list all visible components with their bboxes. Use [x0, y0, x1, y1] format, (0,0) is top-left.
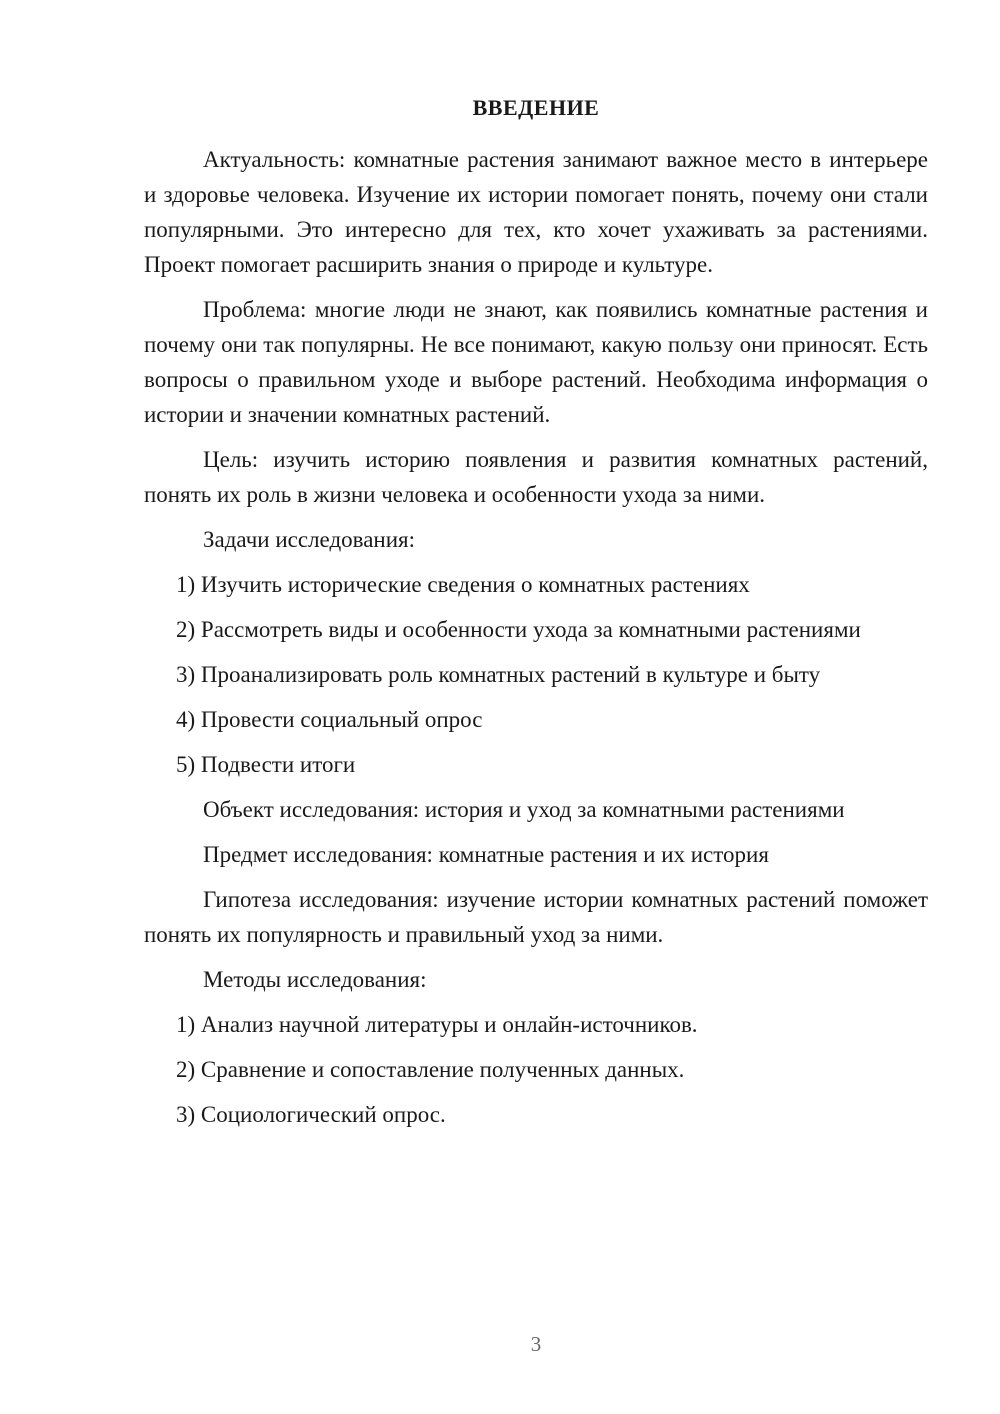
task-item: 3) Проанализировать роль комнатных растений в культуре и быту [176, 662, 821, 687]
page-number: 3 [530, 1332, 542, 1356]
tasks-title: Задачи исследования: [203, 527, 416, 552]
task-item: 1) Изучить исторические сведения о комнатных растениях [176, 572, 750, 597]
method-item: 1) Анализ научной литературы и онлайн-источников. [176, 1012, 698, 1037]
problem-paragraph: Проблема: многие люди не знают, как появились комнатные растения и почему они так популярны. Не все понимают, какую пользу они приносят. Есть вопросы о правильном уходе и выборе растений. Необходима информация о истории и значении комнатных растений. [144, 297, 928, 427]
goal-paragraph: Цель: изучить историю появления и развития комнатных растений, понять их роль в жизни человека и особенности ухода за ними. [144, 447, 928, 507]
section-content [144, 142, 928, 1142]
task-item: 2) Рассмотреть виды и особенности ухода за комнатными растениями [176, 617, 861, 642]
research-subject: Предмет исследования: комнатные растения и их история [203, 842, 769, 867]
task-item: 5) Подвести итоги [176, 752, 356, 777]
task-item: 4) Провести социальный опрос [176, 707, 483, 732]
research-object: Объект исследования: история и уход за комнатными растениями [203, 797, 845, 822]
relevance-paragraph: Актуальность: комнатные растения занимают важное место в интерьере и здоровье человека. Изучение их истории помогает понять, почему они стали популярными. Это интересно для тех, кто хочет ухаживать за растениями. Проект помогает расширить знания о природе и культуре. [144, 147, 928, 277]
hypothesis-paragraph: Гипотеза исследования: изучение истории комнатных растений поможет понять их популярность и правильный уход за ними. [144, 887, 928, 947]
section-heading: ВВЕДЕНИЕ [472, 95, 600, 120]
method-item: 2) Сравнение и сопоставление полученных данных. [176, 1057, 685, 1082]
method-item: 3) Социологический опрос. [176, 1102, 446, 1127]
methods-title: Методы исследования: [203, 967, 427, 992]
